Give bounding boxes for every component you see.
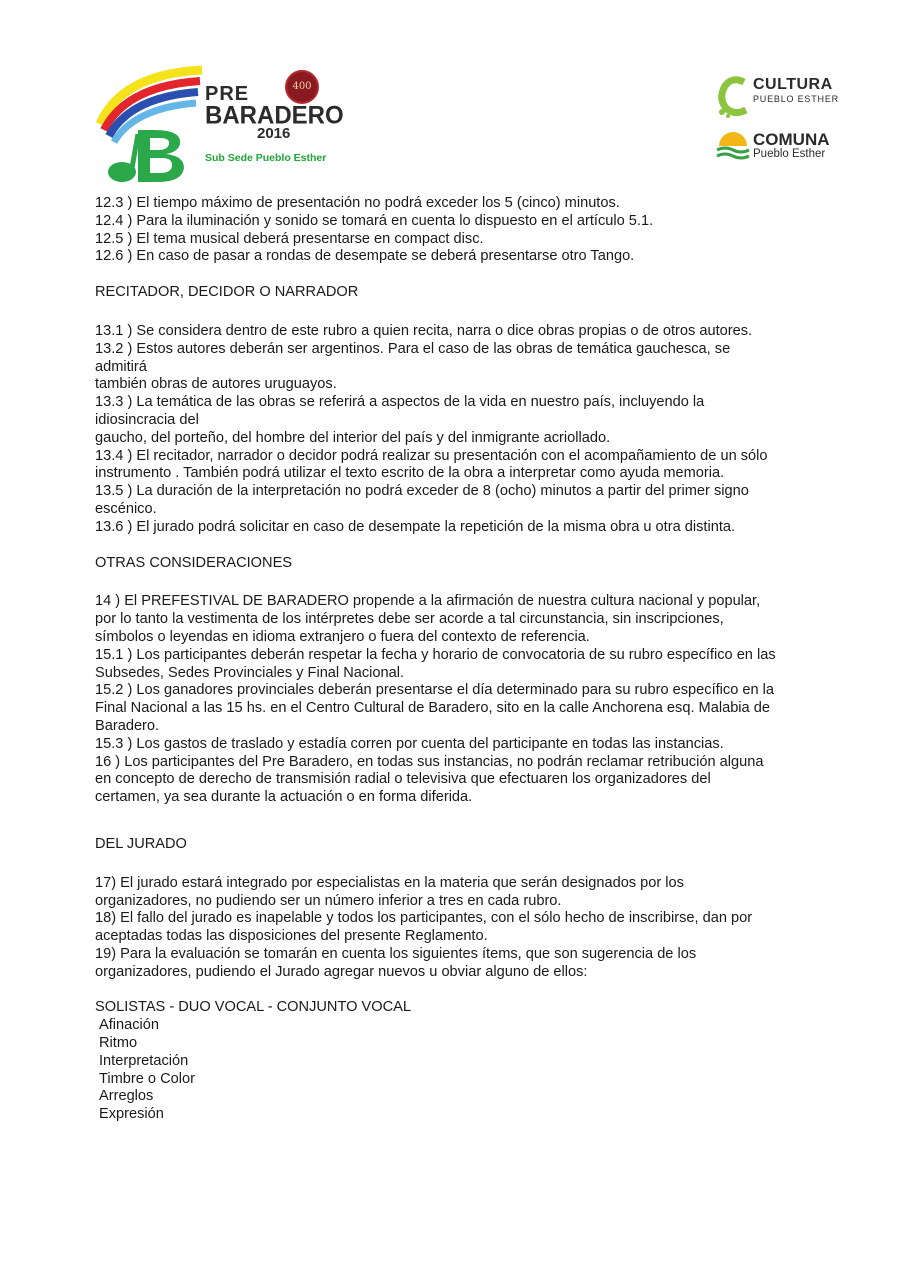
paragraph-line: idiosincracia del	[95, 411, 199, 428]
logo-subtitle: Sub Sede Pueblo Esther	[205, 152, 327, 164]
paragraph-line: 14 ) El PREFESTIVAL DE BARADERO propende a la afirmación de nuestra cultura nacional y popular,	[95, 593, 761, 610]
comuna-sun-icon	[716, 128, 750, 162]
paragraph-line: 15.2 ) Los ganadores provinciales deberán presentarse el día determinado para su rubro específico en la	[95, 682, 775, 699]
list-item: Interpretación	[99, 1052, 189, 1069]
heading-recitador: RECITADOR, DECIDOR O NARRADOR	[95, 284, 359, 301]
baradero-rainbow-logo-icon	[92, 64, 212, 188]
paragraph-line: certamen, ya sea durante la actuación o en forma diferida.	[95, 789, 473, 806]
paragraph-line: en concepto de derecho de transmisión radial o televisiva que efectuaren los organizadores del	[95, 771, 711, 788]
comuna-subtitle: Pueblo Esther	[753, 148, 826, 160]
cultura-c-icon	[716, 74, 750, 118]
heading-otras-consideraciones: OTRAS CONSIDERACIONES	[95, 554, 293, 571]
paragraph-line: por lo tanto la vestimenta de los intérpretes debe ser acorde a tal circunstancia, sin inscripciones,	[95, 611, 724, 628]
paragraph-line: 13.4 ) El recitador, narrador o decidor podrá realizar su presentación con el acompañamiento de un sólo	[95, 447, 768, 464]
pre-baradero-logo	[92, 64, 344, 188]
comuna-title: COMUNA	[753, 130, 830, 149]
heading-del-jurado: DEL JURADO	[95, 835, 187, 852]
paragraph-line: admitirá	[95, 358, 147, 375]
paragraph-line: Baradero.	[95, 717, 160, 734]
paragraph-line: 12.4 ) Para la iluminación y sonido se tomará en cuenta lo dispuesto en el artículo 5.1.	[95, 212, 654, 229]
paragraph-line: 13.3 ) La temática de las obras se referirá a aspectos de la vida en nuestro país, incluyendo la	[95, 394, 705, 411]
paragraph-line: 19) Para la evaluación se tomarán en cuenta los siguientes ítems, que son sugerencia de los	[95, 945, 697, 962]
cultura-title: CULTURA	[753, 76, 833, 93]
regulation-text	[95, 195, 855, 1124]
logo-line-baradero: BARADERO	[205, 101, 344, 130]
paragraph-line: Final Nacional a las 15 hs. en el Centro Cultural de Baradero, sito en la calle Anchorena esq. Malabia de	[95, 700, 770, 717]
paragraph-line: organizadores, no pudiendo ser un número inferior a tres en cada rubro.	[95, 892, 562, 909]
list-item: Arreglos	[99, 1088, 154, 1105]
logo-line-pre: PRE	[205, 83, 250, 105]
paragraph-line: también obras de autores uruguayos.	[95, 376, 337, 393]
cultura-subtitle: PUEBLO ESTHER	[753, 94, 839, 104]
paragraph-line: 18) El fallo del jurado es inapelable y todos los participantes, con el sólo hecho de inscribirse, dan por	[95, 910, 753, 927]
pre-baradero-wordmark	[205, 84, 344, 142]
paragraph-line: 12.6 ) En caso de pasar a rondas de desempate se deberá presentarse otro Tango.	[95, 248, 635, 265]
paragraph-line: 13.1 ) Se considera dentro de este rubro a quien recita, narra o dice obras propias o de otros autores.	[95, 322, 753, 339]
paragraph-line: organizadores, pudiendo el Jurado agregar nuevos u obviar alguno de ellos:	[95, 963, 588, 980]
list-item: Ritmo	[99, 1035, 138, 1052]
paragraph-line: 13.2 ) Estos autores deberán ser argentinos. Para el caso de las obras de temática gauchesca, se	[95, 340, 731, 357]
logo-year: 2016	[257, 125, 291, 142]
heading-solistas: SOLISTAS - DUO VOCAL - CONJUNTO VOCAL	[95, 999, 411, 1016]
paragraph-line: escénico.	[95, 500, 157, 517]
paragraph-line: 12.3 ) El tiempo máximo de presentación no podrá exceder los 5 (cinco) minutos.	[95, 195, 620, 211]
list-item: Timbre o Color	[99, 1070, 195, 1087]
pueblo-esther-logos	[716, 70, 846, 170]
paragraph-line: gaucho, del porteño, del hombre del interior del país y del inmigrante acriollado.	[95, 429, 611, 446]
paragraph-line: 13.6 ) El jurado podrá solicitar en caso de desempate la repetición de la misma obra u otra distinta.	[95, 518, 736, 535]
400-years-seal-icon: 400	[285, 70, 319, 104]
list-item: Afinación	[99, 1017, 160, 1034]
paragraph-line: aceptadas todas las disposiciones del presente Reglamento.	[95, 928, 488, 945]
paragraph-line: 16 ) Los participantes del Pre Baradero, en todas sus instancias, no podrán reclamar retribución alguna	[95, 753, 764, 770]
paragraph-line: 15.1 ) Los participantes deberán respetar la fecha y horario de convocatoria de su rubro específico en las	[95, 646, 776, 663]
paragraph-line: 13.5 ) La duración de la interpretación no podrá exceder de 8 (ocho) minutos a partir del primer signo	[95, 483, 749, 500]
list-item: Expresión	[99, 1106, 164, 1123]
paragraph-line: 17) El jurado estará integrado por especialistas en la materia que serán designados por los	[95, 874, 684, 891]
paragraph-line: 15.3 ) Los gastos de traslado y estadía corren por cuenta del participante en todas las instancias.	[95, 735, 724, 752]
page-header	[0, 0, 906, 195]
paragraph-line: instrumento . También podrá utilizar el texto escrito de la obra a interpretar como ayuda memoria.	[95, 465, 725, 482]
paragraph-line: Subsedes, Sedes Provinciales y Final Nacional.	[95, 664, 405, 681]
paragraph-line: símbolos o leyendas en idioma extranjero o fuera del contexto de referencia.	[95, 628, 590, 645]
paragraph-line: 12.5 ) El tema musical deberá presentarse en compact disc.	[95, 230, 484, 247]
